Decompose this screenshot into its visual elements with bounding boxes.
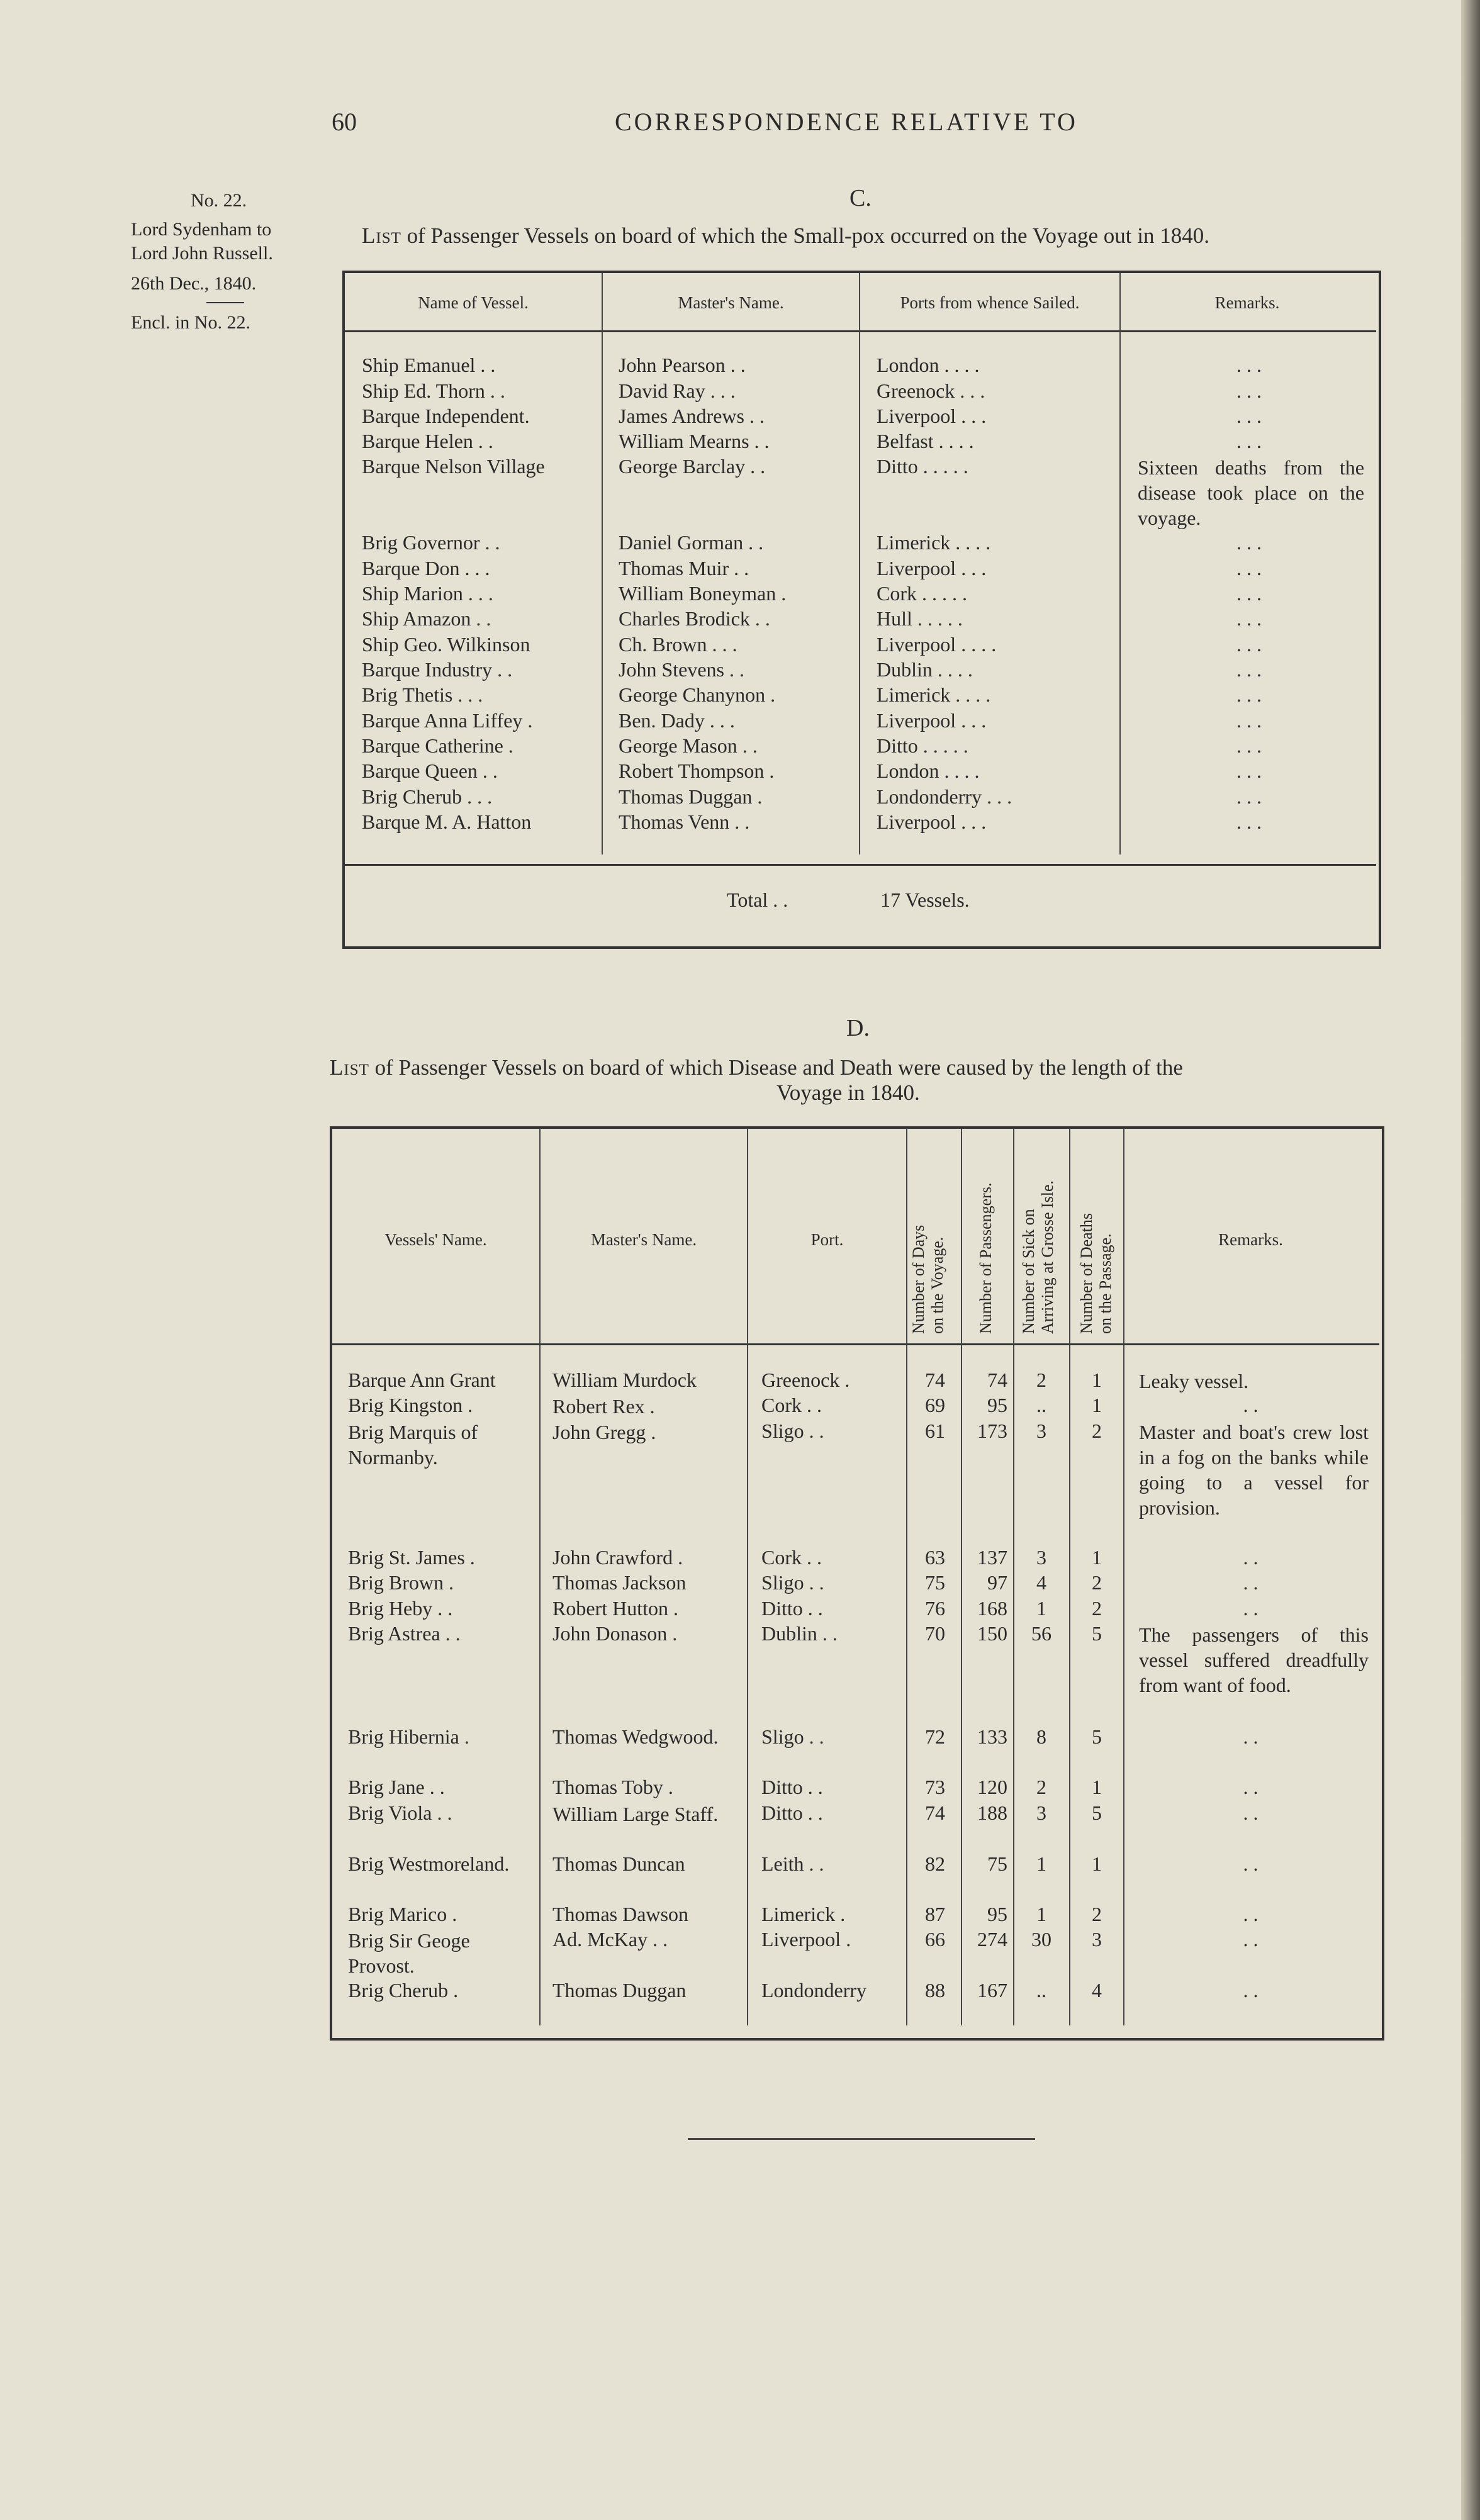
table-d-header-passengers: Number of Passengers. <box>977 1182 995 1334</box>
table-c-divider-2 <box>859 273 860 854</box>
table-d-sick-cell: 1 <box>1036 1597 1046 1620</box>
table-c-vessel-cell: Brig Cherub . . . <box>362 785 493 808</box>
table-d-remark-cell: . . <box>1243 1979 1259 2002</box>
margin-note-number: No. 22. <box>191 190 247 211</box>
table-d-remark-cell: Master and boat's crew lost in a fog on the banks while going to a vessel for provision. <box>1139 1421 1369 1519</box>
table-c-remark-cell: . . . <box>1236 607 1262 630</box>
table-d-divider-3 <box>906 1129 907 2025</box>
table-d-vessel-cell: Brig Jane . . <box>348 1776 445 1798</box>
table-d-master-cell: John Crawford . <box>552 1546 683 1569</box>
table-d-sick-cell: 4 <box>1036 1571 1046 1594</box>
table-d-vessel-cell: Brig Marico . <box>348 1903 457 1925</box>
table-c-master-cell: Daniel Gorman . . <box>619 531 764 554</box>
table-d-sick-cell: 8 <box>1036 1725 1046 1748</box>
table-c-port-cell: Londonderry . . . <box>877 785 1012 808</box>
table-d-remark-cell: . . <box>1243 1801 1259 1824</box>
table-d-sick-cell: 30 <box>1031 1928 1051 1951</box>
table-d-sick-cell: 3 <box>1036 1420 1046 1442</box>
table-d-remark-cell: . . <box>1243 1546 1259 1569</box>
table-c-vessel-cell: Ship Marion . . . <box>362 582 493 605</box>
table-c-port-cell: Liverpool . . . <box>877 810 987 833</box>
table-d-remark-cell: . . <box>1243 1852 1259 1875</box>
table-d-passengers-cell: 150 <box>977 1622 1007 1645</box>
table-d-sick-cell: 1 <box>1036 1852 1046 1875</box>
table-c-master-cell: John Stevens . . <box>619 658 744 681</box>
table-c-vessel-cell: Barque Industry . . <box>362 658 513 681</box>
table-d-vessel-cell: Barque Ann Grant <box>348 1369 496 1391</box>
margin-note-from: Lord Sydenham to <box>131 219 272 240</box>
table-c-remark-cell: . . . <box>1236 582 1262 605</box>
table-c-remark-cell: . . . <box>1236 759 1262 782</box>
table-d-days-cell: 72 <box>925 1725 945 1748</box>
table-d-header-rule <box>332 1343 1379 1345</box>
table-d-header-vessel: Vessels' Name. <box>384 1230 487 1249</box>
table-c-vessel-cell: Barque Helen . . <box>362 430 493 452</box>
section-c-caption-text: of Passenger Vessels on board of which the Small-pox occurred on the Voyage out in 1840. <box>401 223 1209 248</box>
table-c-master-cell: Thomas Duggan . <box>619 785 763 808</box>
table-d-master-cell: Robert Hutton . <box>552 1597 678 1620</box>
page-number: 60 <box>332 108 357 136</box>
table-d-header-master: Master's Name. <box>590 1230 697 1249</box>
table-c-port-cell: Ditto . . . . . <box>877 734 968 757</box>
table-d-header-deaths-line2: on the Passage. <box>1096 1233 1114 1334</box>
table-d-remark-cell: . . <box>1243 1394 1259 1416</box>
table-c-header-rule <box>345 330 1376 332</box>
table-c-port-cell: London . . . . <box>877 759 980 782</box>
table-c-master-cell: Thomas Venn . . <box>619 810 750 833</box>
table-c-port-cell: Liverpool . . . <box>877 557 987 580</box>
table-d-port-cell: Cork . . <box>761 1546 822 1569</box>
table-d-remark-cell: . . <box>1243 1928 1259 1951</box>
table-c-vessel-cell: Barque Anna Liffey . <box>362 709 533 732</box>
table-d-header-days <box>909 1225 947 1334</box>
table-c-port-cell: Greenock . . . <box>877 379 985 402</box>
end-rule <box>688 2138 1035 2140</box>
table-c-vessel-cell: Barque Nelson Village <box>362 455 545 478</box>
table-c-divider-3 <box>1119 273 1121 854</box>
running-title: CORRESPONDENCE RELATIVE TO <box>615 108 1078 136</box>
table-d-passengers-cell: 274 <box>977 1928 1007 1951</box>
table-c-remark-cell: . . . <box>1236 683 1262 706</box>
table-c-vessel-cell: Ship Amazon . . <box>362 607 491 630</box>
table-d-passengers-cell: 188 <box>977 1801 1007 1824</box>
table-c-port-cell: Liverpool . . . <box>877 405 987 427</box>
table-c-vessel-cell: Barque Independent. <box>362 405 530 427</box>
table-d-deaths-cell: 2 <box>1092 1420 1102 1442</box>
table-c-vessel-cell: Ship Emanuel . . <box>362 354 496 376</box>
table-c-master-cell: William Boneyman . <box>619 582 787 605</box>
table-d-vessel-cell: Brig Brown . <box>348 1571 454 1594</box>
table-c-remark-cell: . . . <box>1236 734 1262 757</box>
table-d-deaths-cell: 5 <box>1092 1622 1102 1645</box>
table-c-total-label: Total . . <box>727 888 788 911</box>
table-c-vessel-cell: Barque M. A. Hatton <box>362 810 532 833</box>
section-d-caption-text: of Passenger Vessels on board of which Disease and Death were caused by the length of the <box>369 1055 1183 1080</box>
table-c-master-cell: James Andrews . . <box>619 405 765 427</box>
table-d-port-cell: Ditto . . <box>761 1776 823 1798</box>
table-d-port-cell: Ditto . . <box>761 1801 823 1824</box>
table-d-passengers-cell: 120 <box>977 1776 1007 1798</box>
table-d-passengers-cell: 133 <box>977 1725 1007 1748</box>
table-c-master-cell: George Mason . . <box>619 734 758 757</box>
table-d-sick-cell: 1 <box>1036 1903 1046 1925</box>
table-d-divider-1 <box>539 1129 541 2025</box>
table-d-header-remarks: Remarks. <box>1218 1230 1283 1249</box>
table-d-vessel-cell: Brig Cherub . <box>348 1979 459 2002</box>
table-d-passengers-cell: 167 <box>977 1979 1007 2002</box>
section-c-letter: C. <box>849 185 872 211</box>
table-c-master-cell: Ben. Dady . . . <box>619 709 735 732</box>
table-d-port-cell: Liverpool . <box>761 1928 851 1951</box>
table-d-vessel-cell: Brig Heby . . <box>348 1597 453 1620</box>
table-c-port-cell: Cork . . . . . <box>877 582 967 605</box>
table-d-port-cell: Greenock . <box>761 1369 850 1391</box>
table-d-remark-cell: . . <box>1243 1776 1259 1798</box>
table-c-vessel-cell: Brig Governor . . <box>362 531 500 554</box>
table-d-remark-cell: . . <box>1243 1903 1259 1925</box>
section-d-caption-line2: Voyage in 1840. <box>776 1080 920 1105</box>
table-d-port-cell: Dublin . . <box>761 1622 838 1645</box>
margin-note <box>131 189 332 335</box>
table-c-port-cell: Dublin . . . . <box>877 658 973 681</box>
table-d-master-cell: Ad. McKay . . <box>552 1928 668 1951</box>
table-d-remark-cell: . . <box>1243 1597 1259 1620</box>
table-c-master-cell: David Ray . . . <box>619 379 736 402</box>
margin-note-date: 26th Dec., 1840. <box>131 273 257 294</box>
table-c-port-cell: Limerick . . . . <box>877 683 991 706</box>
table-c-port-cell: Belfast . . . . <box>877 430 974 452</box>
table-d-master-cell: Thomas Wedgwood. <box>552 1725 719 1748</box>
table-c-remark-cell: . . . <box>1236 379 1262 402</box>
table-c-remark-cell: . . . <box>1236 430 1262 452</box>
table-d-master-cell: Thomas Duncan <box>552 1852 685 1875</box>
table-d-days-cell: 74 <box>925 1369 945 1391</box>
table-c-total-rule <box>345 864 1376 866</box>
table-d-vessel-cell: Brig Sir Geoge Provost. <box>348 1929 470 1977</box>
section-d-letter: D. <box>846 1015 870 1041</box>
table-c-master-cell: Charles Brodick . . <box>619 607 770 630</box>
table-d-deaths-cell: 5 <box>1092 1725 1102 1748</box>
table-d-days-cell: 66 <box>925 1928 945 1951</box>
table-c-header-port: Ports from whence Sailed. <box>900 293 1080 312</box>
table-c-vessel-cell: Barque Queen . . <box>362 759 498 782</box>
table-d-remark-cell: . . <box>1243 1571 1259 1594</box>
margin-note-enclosure: Encl. in No. 22. <box>131 312 250 333</box>
table-d-passengers-cell: 168 <box>977 1597 1007 1620</box>
table-c-port-cell: Limerick . . . . <box>877 531 991 554</box>
table-d-port-cell: Sligo . . <box>761 1725 824 1748</box>
table-c-remark-cell: Sixteen deaths from the disease took place on the voyage. <box>1138 456 1364 529</box>
section-c-caption <box>362 223 1209 249</box>
table-d-header-days-line2: on the Voyage. <box>928 1236 946 1334</box>
table-d-vessel-cell: Brig Marquis of Normanby. <box>348 1421 478 1469</box>
table-c-master-cell: Thomas Muir . . <box>619 557 749 580</box>
table-d-sick-cell: .. <box>1036 1979 1046 2002</box>
table-d-vessel-cell: Brig Astrea . . <box>348 1622 461 1645</box>
table-d-header-sick-line1: Number of Sick on <box>1019 1209 1038 1334</box>
table-d-passengers-cell: 74 <box>987 1369 1007 1391</box>
table-c-remark-cell: . . . <box>1236 405 1262 427</box>
table-d-deaths-cell: 4 <box>1092 1979 1102 2002</box>
table-d-deaths-cell: 2 <box>1092 1597 1102 1620</box>
section-d-caption-lead: List <box>330 1055 369 1080</box>
table-d-passengers-cell: 173 <box>977 1420 1007 1442</box>
table-c-remark-cell: . . . <box>1236 354 1262 376</box>
table-c-remark-cell: . . . <box>1236 633 1262 656</box>
table-d-remark-cell: The passengers of this vessel suffered dreadfully from want of food. <box>1139 1623 1369 1696</box>
table-d-sick-cell: 3 <box>1036 1801 1046 1824</box>
section-c-caption-lead: List <box>362 223 401 248</box>
table-d-master-cell: John Donason . <box>552 1622 678 1645</box>
table-d-header-days-line1: Number of Days <box>909 1224 928 1334</box>
table-c-remark-cell: . . . <box>1236 531 1262 554</box>
table-d-vessel-cell: Brig Westmoreland. <box>348 1852 510 1875</box>
table-d-deaths-cell: 1 <box>1092 1546 1102 1569</box>
table-c-remark-cell: . . . <box>1236 709 1262 732</box>
table-d-sick-cell: 2 <box>1036 1369 1046 1391</box>
table-d-port-cell: Limerick . <box>761 1903 846 1925</box>
table-d-passengers-cell: 137 <box>977 1546 1007 1569</box>
table-c-port-cell: Ditto . . . . . <box>877 455 968 478</box>
table-d-master-cell: Thomas Dawson <box>552 1903 688 1925</box>
table-d-header-sick-line2: Arriving at Grosse Isle. <box>1038 1180 1057 1334</box>
table-d-header-deaths-line1: Number of Deaths <box>1077 1212 1096 1334</box>
table-d-deaths-cell: 1 <box>1092 1369 1102 1391</box>
table-c-master-cell: George Barclay . . <box>619 455 766 478</box>
table-d-deaths-cell: 2 <box>1092 1903 1102 1925</box>
table-d-vessel-cell: Brig St. James . <box>348 1546 475 1569</box>
table-d-divider-7 <box>1123 1129 1124 2025</box>
table-c-divider-1 <box>602 273 603 854</box>
table-c-vessel-cell: Ship Ed. Thorn . . <box>362 379 505 402</box>
table-d-master-cell: Thomas Toby . <box>552 1776 673 1798</box>
table-d-port-cell: Ditto . . <box>761 1597 823 1620</box>
table-d-sick-cell: .. <box>1036 1394 1046 1416</box>
table-d-remark-cell: Leaky vessel. <box>1139 1370 1249 1392</box>
table-c-master-cell: Ch. Brown . . . <box>619 633 737 656</box>
table-c-port-cell: London . . . . <box>877 354 980 376</box>
table-d-days-cell: 70 <box>925 1622 945 1645</box>
table-d-master-cell: William Large Staff. <box>552 1803 719 1825</box>
table-d-divider-2 <box>747 1129 748 2025</box>
table-d-days-cell: 63 <box>925 1546 945 1569</box>
table-c-remark-cell: . . . <box>1236 658 1262 681</box>
margin-note-to: Lord John Russell. <box>131 243 273 264</box>
table-d-header-sick <box>1019 1180 1057 1334</box>
table-c-remark-cell: . . . <box>1236 785 1262 808</box>
table-d-deaths-cell: 1 <box>1092 1394 1102 1416</box>
table-d-deaths-cell: 1 <box>1092 1852 1102 1875</box>
table-d-header-deaths <box>1077 1213 1115 1334</box>
section-d-caption-line1 <box>330 1055 1183 1080</box>
table-d-port-cell: Cork . . <box>761 1394 822 1416</box>
table-d-days-cell: 69 <box>925 1394 945 1416</box>
table-d-port-cell: Sligo . . <box>761 1420 824 1442</box>
table-c-vessel-cell: Barque Catherine . <box>362 734 513 757</box>
table-d-port-cell: Sligo . . <box>761 1571 824 1594</box>
table-c-header-master: Master's Name. <box>678 293 784 312</box>
table-d-sick-cell: 2 <box>1036 1776 1046 1798</box>
table-c-port-cell: Hull . . . . . <box>877 607 963 630</box>
table-d-deaths-cell: 2 <box>1092 1571 1102 1594</box>
table-c-total-value: 17 Vessels. <box>880 888 970 911</box>
table-d-deaths-cell: 5 <box>1092 1801 1102 1824</box>
table-d-days-cell: 87 <box>925 1903 945 1925</box>
table-c-vessel-cell: Barque Don . . . <box>362 557 490 580</box>
table-d-deaths-cell: 1 <box>1092 1776 1102 1798</box>
table-d-master-cell: Robert Rex . <box>552 1395 655 1418</box>
table-d-sick-cell: 56 <box>1031 1622 1051 1645</box>
table-c-header-remarks: Remarks. <box>1214 293 1280 312</box>
table-d-port-cell: Londonderry <box>761 1979 867 2002</box>
margin-note-rule <box>206 302 244 303</box>
table-c-master-cell: George Chanynon . <box>619 683 776 706</box>
table-c-master-cell: Robert Thompson . <box>619 759 775 782</box>
table-d-days-cell: 74 <box>925 1801 945 1824</box>
table-d-header-port: Port. <box>810 1230 844 1249</box>
table-d-vessel-cell: Brig Kingston . <box>348 1394 473 1416</box>
table-c-port-cell: Liverpool . . . <box>877 709 987 732</box>
table-d-vessel-cell: Brig Viola . . <box>348 1801 452 1824</box>
table-d-vessel-cell: Brig Hibernia . <box>348 1725 469 1748</box>
table-d-remark-cell: . . <box>1243 1725 1259 1748</box>
page-edge <box>1461 0 1480 2520</box>
table-d-deaths-cell: 3 <box>1092 1928 1102 1951</box>
table-d-days-cell: 75 <box>925 1571 945 1594</box>
table-d-passengers-cell: 95 <box>987 1394 1007 1416</box>
table-d-days-cell: 61 <box>925 1420 945 1442</box>
table-c-header-vessel: Name of Vessel. <box>418 293 529 312</box>
table-d-days-cell: 82 <box>925 1852 945 1875</box>
table-d-master-cell: Thomas Duggan <box>552 1979 687 2002</box>
table-d-days-cell: 76 <box>925 1597 945 1620</box>
table-c-vessel-cell: Ship Geo. Wilkinson <box>362 633 530 656</box>
table-d-passengers-cell: 95 <box>987 1903 1007 1925</box>
table-c-port-cell: Liverpool . . . . <box>877 633 997 656</box>
table-d-sick-cell: 3 <box>1036 1546 1046 1569</box>
table-d-passengers-cell: 97 <box>987 1571 1007 1594</box>
table-d-master-cell: John Gregg . <box>552 1421 656 1443</box>
table-d-days-cell: 73 <box>925 1776 945 1798</box>
table-c-remark-cell: . . . <box>1236 557 1262 580</box>
table-d-master-cell: William Murdock <box>552 1369 697 1391</box>
table-d-passengers-cell: 75 <box>987 1852 1007 1875</box>
table-c-remark-cell: . . . <box>1236 810 1262 833</box>
table-d-days-cell: 88 <box>925 1979 945 2002</box>
table-c-vessel-cell: Brig Thetis . . . <box>362 683 483 706</box>
table-d-port-cell: Leith . . <box>761 1852 824 1875</box>
table-d-master-cell: Thomas Jackson <box>552 1571 687 1594</box>
table-c-master-cell: John Pearson . . <box>619 354 746 376</box>
table-c-master-cell: William Mearns . . <box>619 430 770 452</box>
